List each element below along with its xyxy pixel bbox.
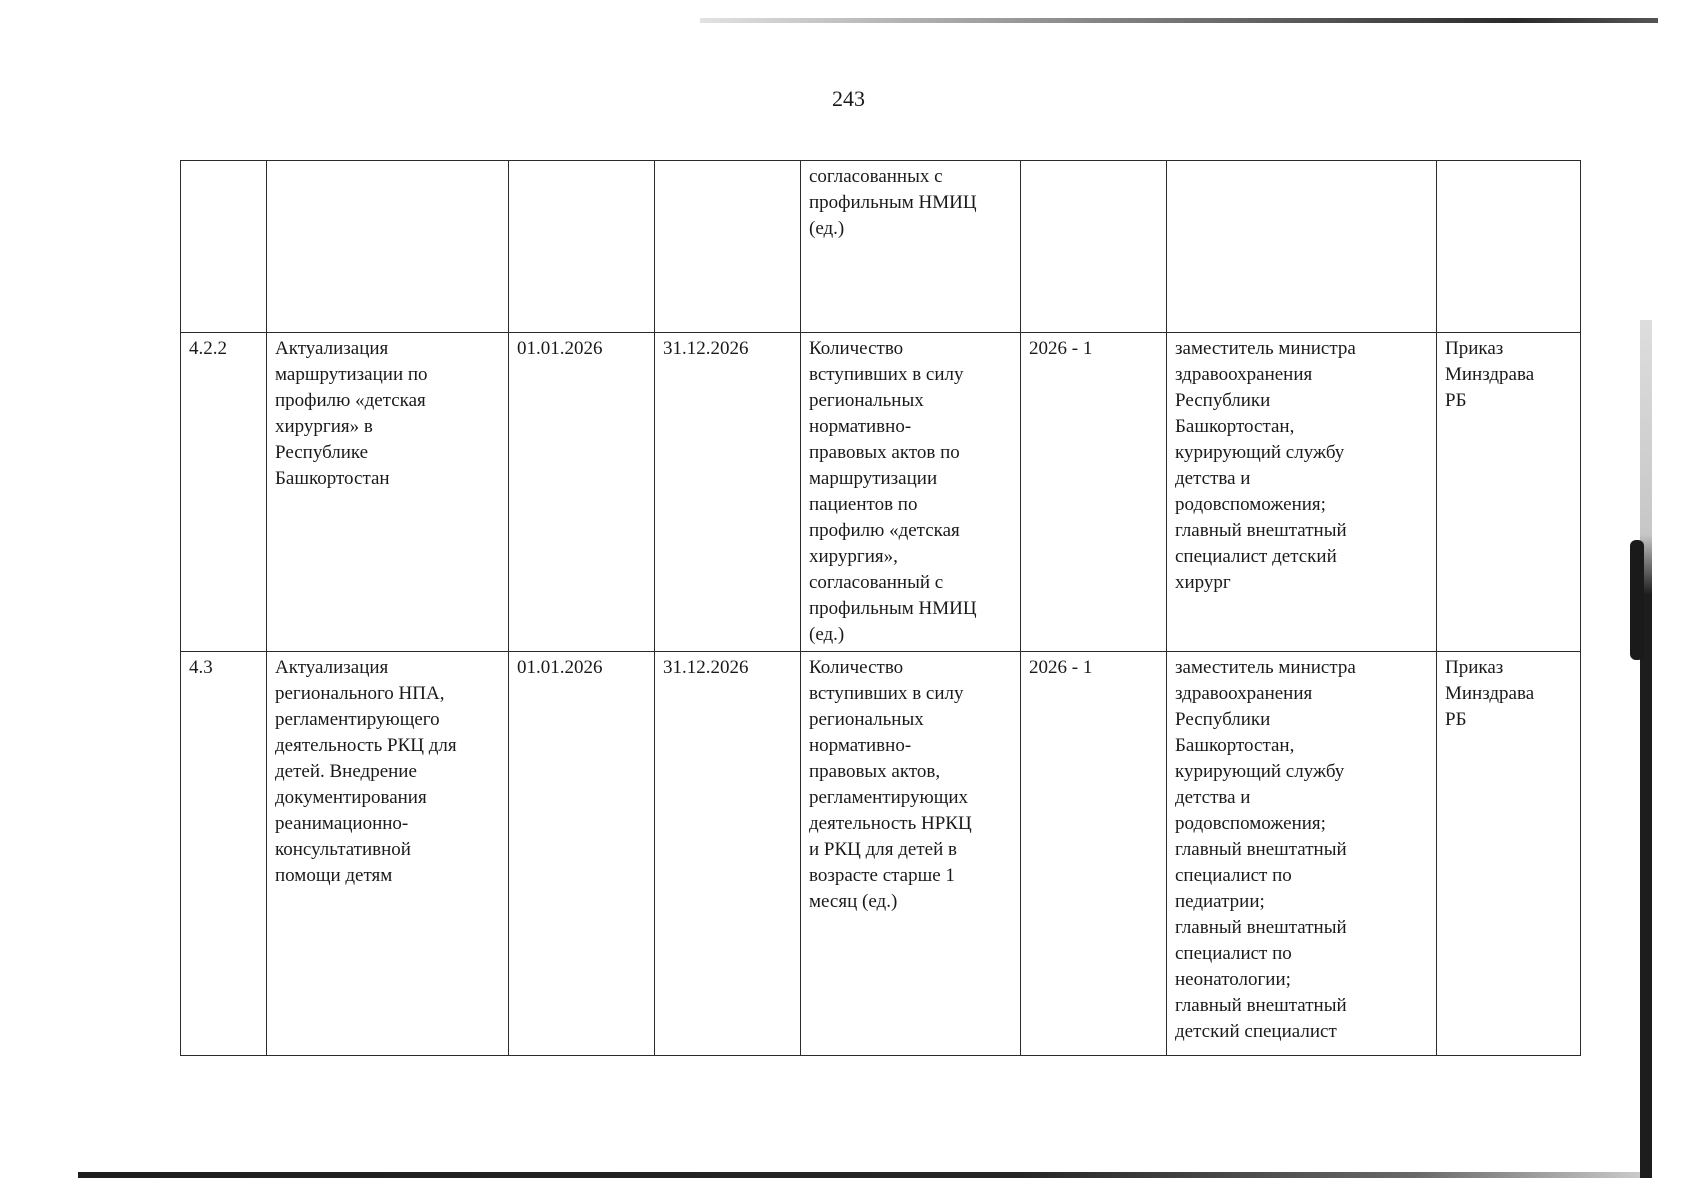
scan-edge-top (700, 18, 1658, 23)
cell-id (181, 161, 267, 333)
cell-document: Приказ Минздрава РБ (1437, 652, 1581, 1056)
cell-responsible (1167, 161, 1437, 333)
cell-value: 2026 - 1 (1021, 652, 1167, 1056)
cell-end-date: 31.12.2026 (655, 333, 801, 652)
scan-edge-right (1640, 320, 1652, 1178)
page-number: 243 (832, 86, 865, 111)
table-row (181, 652, 1581, 1056)
cell-id: 4.2.2 (181, 333, 267, 652)
cell-name: Актуализация регионального НПА, регламентирующего деятельность РКЦ для детей. Внедрение документирования реанимационно- консультативной помощи детям (267, 652, 509, 1056)
cell-indicator: Количество вступивших в силу региональных нормативно- правовых актов по маршрутизации пациентов по профилю «детская хирургия», согласованный с профильным НМИЦ (ед.) (801, 333, 1021, 652)
table-row (181, 161, 1581, 333)
cell-start-date: 01.01.2026 (509, 333, 655, 652)
cell-value (1021, 161, 1167, 333)
cell-indicator: согласованных с профильным НМИЦ (ед.) (801, 161, 1021, 333)
cell-value: 2026 - 1 (1021, 333, 1167, 652)
scan-edge-bottom (78, 1172, 1650, 1178)
cell-document: Приказ Минздрава РБ (1437, 333, 1581, 652)
measures-table (180, 160, 1581, 1056)
cell-document (1437, 161, 1581, 333)
cell-start-date (509, 161, 655, 333)
cell-responsible: заместитель министра здравоохранения Республики Башкортостан, курирующий службу детства и родовспоможения; главный внештатный специалист по педиатрии; главный внештатный специалист по неонатологии; главный внештатный детский специалист (1167, 652, 1437, 1056)
cell-id: 4.3 (181, 652, 267, 1056)
cell-start-date: 01.01.2026 (509, 652, 655, 1056)
table-row (181, 333, 1581, 652)
cell-indicator: Количество вступивших в силу региональных нормативно- правовых актов, регламентирующих деятельность НРКЦ и РКЦ для детей в возрасте старше 1 месяц (ед.) (801, 652, 1021, 1056)
cell-end-date: 31.12.2026 (655, 652, 801, 1056)
cell-end-date (655, 161, 801, 333)
cell-name (267, 161, 509, 333)
cell-name: Актуализация маршрутизации по профилю «детская хирургия» в Республике Башкортостан (267, 333, 509, 652)
scan-edge-right-mark (1630, 540, 1644, 660)
cell-responsible: заместитель министра здравоохранения Республики Башкортостан, курирующий службу детства и родовспоможения; главный внештатный специалист детский хирург (1167, 333, 1437, 652)
